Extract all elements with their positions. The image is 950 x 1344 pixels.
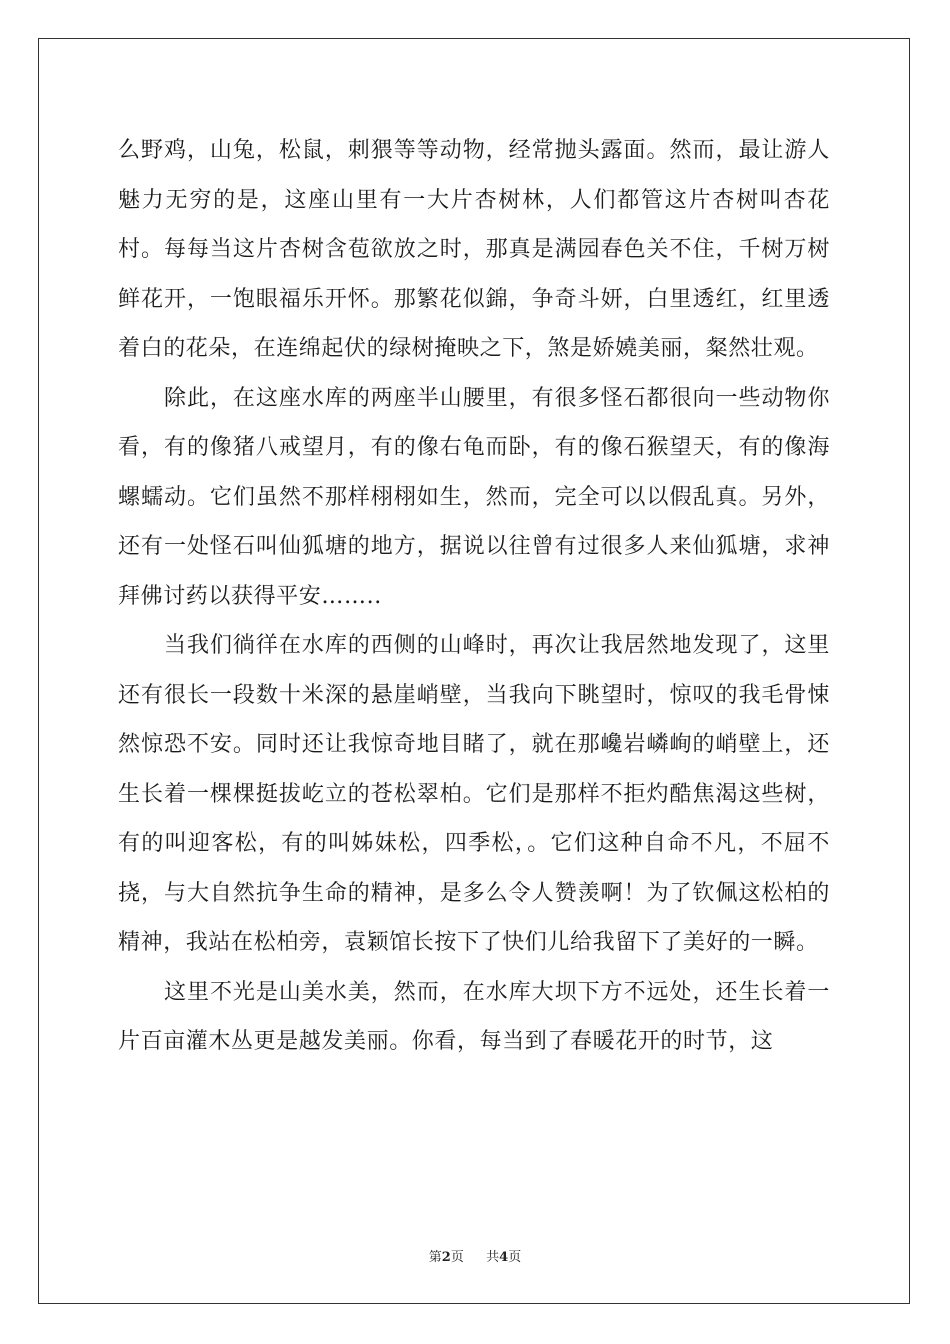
paragraph-1: 么野鸡，山兔，松鼠，刺猥等等动物，经常抛头露面。然而，最让游人魅力无穷的是，这座山里有一大片杏树林，人们都管这片杏树叫杏花村。每每当这片杏树含苞欲放之时，那真是满园春色关不住，千树万树鲜花开，一饱眼福乐开怀。那繁花似錦，争奇斗妍，白里透红，红里透着白的花朵，在连绵起伏的绿树掩映之下，煞是娇嬈美丽，粲然壮观。 [118, 138, 830, 361]
page-total-label [486, 1250, 521, 1265]
paragraph-3: 当我们徜徉在水库的西侧的山峰时，再次让我居然地发现了，这里还有很长一段数十米深的悬崖峭壁，当我向下眺望时，惊叹的我毛骨悚然惊恐不安。同时还让我惊奇地目睹了，就在那巉岩嶙峋的峭壁上，还生长着一棵棵挺拔屹立的苍松翠柏。它们是那样不拒灼酷焦渴这些树，有的叫迎客松，有的叫姊妹松，四季松，。它们这种自命不凡，不屈不挠，与大自然抗争生命的精神，是多么令人赞羡啊！为了钦佩这松柏的精神，我站在松柏旁，袁颖馆长按下了快们儿给我留下了美好的一瞬。 [118, 633, 830, 955]
document-body [118, 126, 830, 1067]
total-suffix: 页 [508, 1250, 522, 1265]
paragraph-4: 这里不光是山美水美，然而，在水库大坝下方不远处，还生长着一片百亩灌木丛更是越发美丽。你看，每当到了春暖花开的时节，这 [118, 979, 830, 1054]
total-prefix: 共 [486, 1250, 500, 1265]
page-footer [0, 1246, 950, 1265]
page-total: 4 [499, 1250, 509, 1265]
page-suffix: 页 [450, 1250, 464, 1265]
paragraph-2: 除此，在这座水库的两座半山腰里，有很多怪石都很向一些动物你看，有的像猪八戒望月，有的像右龟而卧，有的像石猴望天，有的像海螺蠕动。它们虽然不那样栩栩如生，然而，完全可以以假乱真。另外，还有一处怪石叫仙狐塘的地方，据说以往曾有过很多人来仙狐塘，求神拜佛讨药以获得平安…….. [118, 385, 830, 609]
page-prefix: 第 [428, 1250, 442, 1265]
page-number-label [429, 1250, 468, 1265]
page-current: 2 [441, 1250, 451, 1265]
